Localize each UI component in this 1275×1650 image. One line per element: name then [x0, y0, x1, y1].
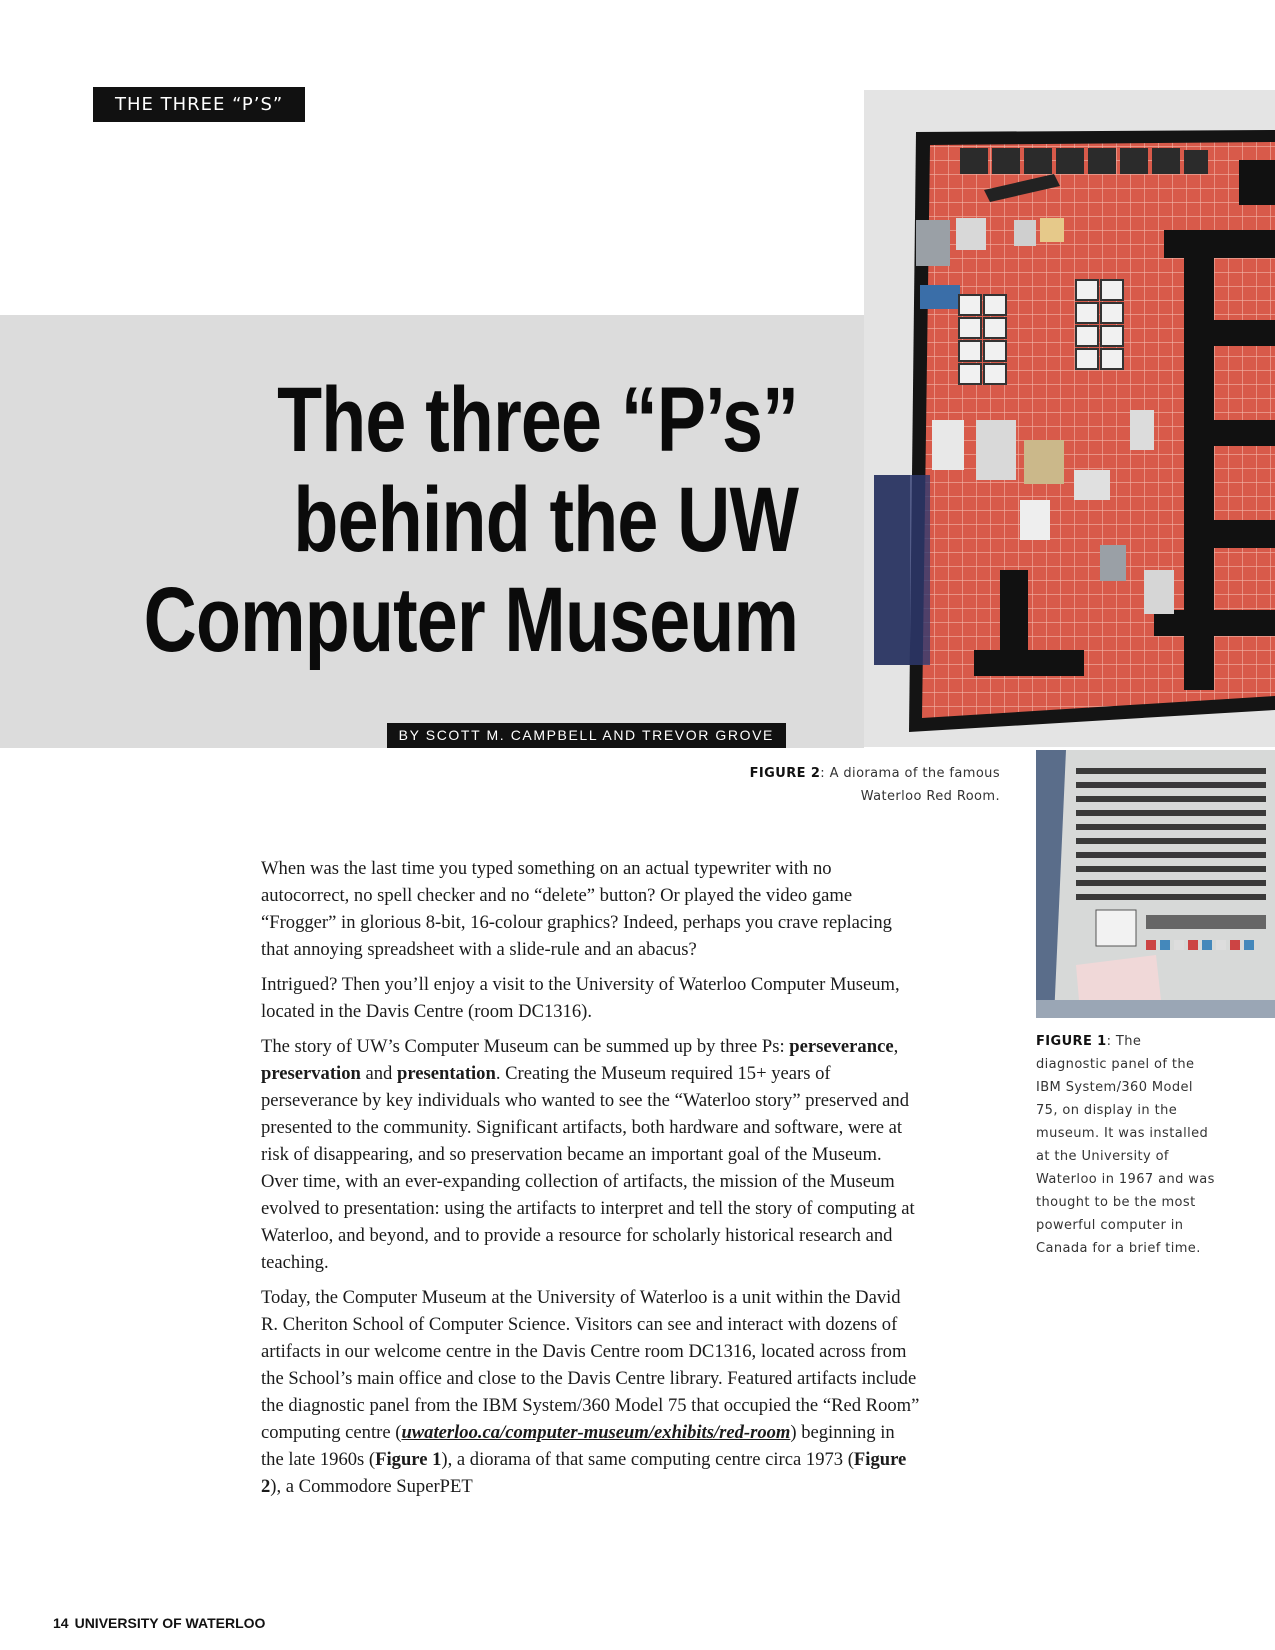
- term-presentation: presentation: [397, 1063, 496, 1084]
- section-tag: THE THREE “P’S”: [93, 87, 305, 122]
- paragraph-1: When was the last time you typed something on an actual typewriter with no autocorrect, no spell checker and no “delete” button? Or played the video game “Frogger” in glorious 8-bit, 16-colour graphics? Indeed, perhaps you crave replacing that annoying spreadsheet with a slide-rule and an abacus?: [261, 858, 892, 960]
- p4-text-1: Today, the Computer Museum at the University of Waterloo is a unit within the David R. Cheriton School of Computer Science. Visitors can see and interact with dozens of artifacts in our welcome centre in the Davis Centre room DC1316, located across from the School’s main office and close to the Davis Centre library. Featured artifacts include the diagnostic panel from the IBM System/360 Model 75 that occupied the “Red Room” computing centre (: [261, 1287, 920, 1443]
- paragraph-3: [261, 1033, 921, 1276]
- headline-line-1: The three “P’s”: [276, 369, 798, 471]
- figure-1-image: [1036, 750, 1275, 1018]
- figure-1-text: : The diagnostic panel of the IBM System/360 Model 75, on display in the museum. It was installed at the University of Waterloo in 1967 and was thought to be the most powerful computer in Canada for a brief time.: [1036, 1034, 1215, 1256]
- p3-sep-1: ,: [893, 1036, 899, 1057]
- ibm-system-360-panel-illustration: [1036, 750, 1275, 1018]
- p3-rest: . Creating the Museum required 15+ years of perseverance by key individuals who wanted to see the “Waterloo story” preserved and presented to the community. Significant artifacts, both hardware and software, were at risk of disappearing, and so preservation became an important goal of the Museum. Over time, with an ever-expanding collection of artifacts, the mission of the Museum evolved to presentation: using the artifacts to interpret and tell the story of computing at Waterloo, and beyond, and to provide a resource for scholarly historical research and teaching.: [261, 1063, 915, 1273]
- figure-1-label: FIGURE 1: [1036, 1034, 1107, 1049]
- figure-2-reference: Figure 2: [261, 1449, 907, 1497]
- p4-text-3: ), a diorama of that same computing centre circa 1973 (: [441, 1449, 854, 1470]
- headline: [143, 370, 798, 670]
- page-number: 14: [53, 1615, 69, 1631]
- headline-line-2: behind the UW: [293, 469, 798, 571]
- p4-text-4: ), a Commodore SuperPET: [270, 1476, 473, 1497]
- figure-2-caption: [700, 762, 1000, 808]
- figure-2-image: [864, 90, 1275, 747]
- headline-line-3: Computer Museum: [143, 569, 798, 671]
- figure-1-reference: Figure 1: [375, 1449, 442, 1470]
- p3-intro: The story of UW’s Computer Museum can be summed up by three Ps:: [261, 1036, 790, 1057]
- byline: BY SCOTT M. CAMPBELL AND TREVOR GROVE: [387, 723, 786, 748]
- p4-text-2: ) beginning in the late 1960s (: [261, 1422, 895, 1470]
- figure-2-text: : A diorama of the famous Waterloo Red Room.: [820, 766, 1000, 804]
- page-footer: [53, 1615, 265, 1631]
- article-body: [261, 855, 921, 1508]
- figure-2-label: FIGURE 2: [749, 766, 821, 781]
- term-preservation: preservation: [261, 1063, 361, 1084]
- red-room-link[interactable]: uwaterloo.ca/computer-museum/exhibits/red-room: [401, 1422, 791, 1443]
- p3-sep-2: and: [360, 1063, 397, 1084]
- publication-name: UNIVERSITY OF WATERLOO: [74, 1615, 266, 1631]
- term-perseverance: perseverance: [789, 1036, 894, 1057]
- red-room-diorama-illustration: [864, 90, 1275, 747]
- figure-1-caption: [1036, 1030, 1216, 1260]
- paragraph-4: [261, 1284, 921, 1500]
- paragraph-2: Intrigued? Then you’ll enjoy a visit to the University of Waterloo Computer Museum, located in the Davis Centre (room DC1316).: [261, 974, 900, 1022]
